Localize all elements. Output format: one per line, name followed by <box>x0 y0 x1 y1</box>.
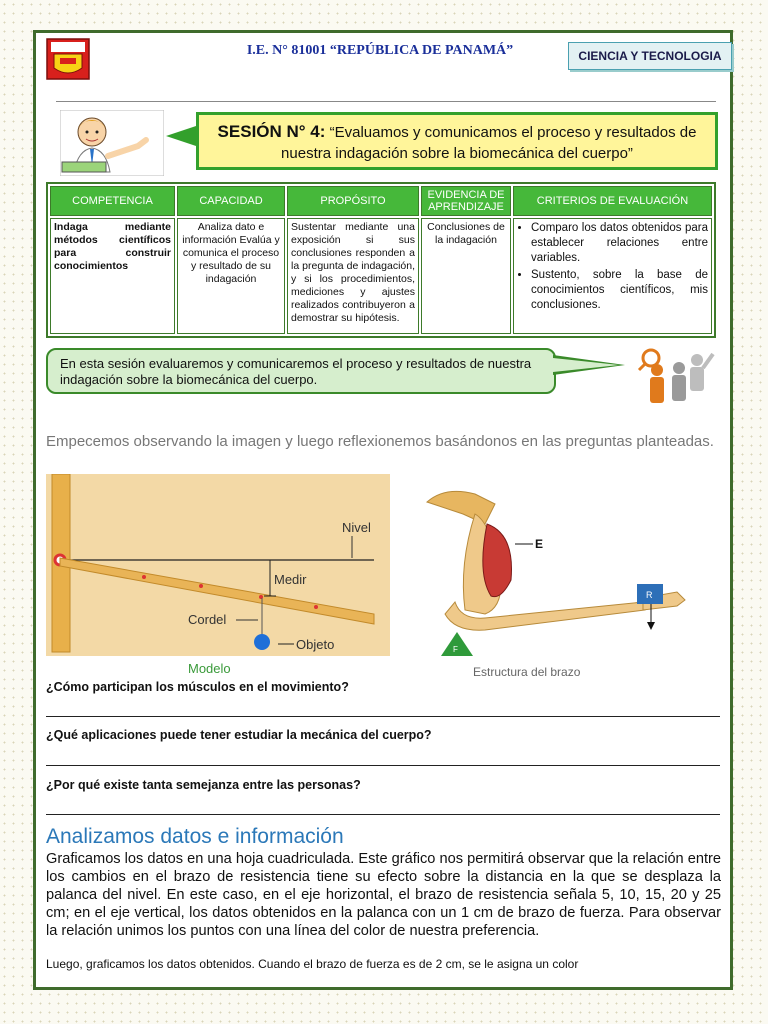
analysis-paragraph-2: Luego, graficamos los datos obtenidos. Cuando el brazo de fuerza es de 2 cm, se le asigna un color <box>46 957 579 971</box>
session-title-box <box>199 115 715 167</box>
arm-label-e: E <box>535 537 544 551</box>
header-criterios: CRITERIOS DE EVALUACIÓN <box>513 186 712 216</box>
analysis-paragraph: Graficamos los datos en una hoja cuadriculada. Este gráfico nos permitirá observar que la relación entre los cambios en el brazo de resistencia tiene su efecto sobre la distancia en la que se desplaza la palanca del nivel. En este caso, en el eje horizontal, el brazo de resistencia señala 5, 10, 15, 20 y 25 cm; en el eje vertical, los datos obtenidos en la palanca con un 1 cm de brazo de fuerza. Para observar la relación unimos los puntos con una línea del color de nuestra preferencia. <box>46 851 721 939</box>
arm-label-r: R <box>646 590 653 600</box>
question-3: ¿Por qué existe tanta semejanza entre las personas? <box>46 778 361 792</box>
table-row <box>50 218 712 334</box>
competency-table <box>46 182 716 338</box>
observe-instruction: Empecemos observando la imagen y luego reflexionemos basándonos en las preguntas planteadas. <box>46 433 714 450</box>
question-1: ¿Cómo participan los músculos en el movimiento? <box>46 680 349 694</box>
cell-criterios <box>513 218 712 334</box>
header-capacidad: CAPACIDAD <box>177 186 285 216</box>
modelo-caption: Modelo <box>188 661 231 676</box>
header-proposito: PROPÓSITO <box>287 186 419 216</box>
session-number: SESIÓN N° 4: <box>217 122 326 141</box>
arm-label-f: F <box>453 645 458 654</box>
session-title: “Evaluamos y comunicamos el proceso y resultados de nuestra indagación sobre la biomecánica del cuerpo” <box>281 124 697 162</box>
lever-model-image <box>46 474 390 680</box>
cell-capacidad: Analiza dato e información Evalúa y comunica el proceso y resultado de su indagación <box>177 218 285 334</box>
header-evidencia: EVIDENCIA DE APRENDIZAJE <box>421 186 511 216</box>
subject-badge: CIENCIA Y TECNOLOGIA <box>568 42 732 70</box>
teacher-illustration <box>60 110 164 176</box>
label-nivel: Nivel <box>342 520 371 535</box>
intro-bubble: En esta sesión evaluaremos y comunicaremos el proceso y resultados de nuestra indagación sobre la biomecánica del cuerpo. <box>46 348 556 394</box>
cell-evidencia: Conclusiones de la indagación <box>421 218 511 334</box>
school-logo <box>46 38 90 80</box>
cell-competencia: Indaga mediante métodos científicos para construir conocimientos <box>50 218 175 334</box>
criterio-item: • Comparo los datos obtenidos para establecer relaciones entre variables. <box>531 221 708 266</box>
header-divider <box>56 101 716 102</box>
analysis-heading: Analizamos datos e información <box>46 825 344 848</box>
session-callout-tail <box>166 126 196 146</box>
answer-line-1 <box>46 716 720 717</box>
label-objeto: Objeto <box>296 637 335 652</box>
table-header-row <box>50 186 712 216</box>
answer-line-2 <box>46 765 720 766</box>
question-2: ¿Qué aplicaciones puede tener estudiar la mecánica del cuerpo? <box>46 728 432 742</box>
criterio-item: • Sustento, sobre la base de conocimientos científicos, mis conclusiones. <box>531 268 708 313</box>
arm-structure-image <box>415 484 715 684</box>
school-name: I.E. N° 81001 “REPÚBLICA DE PANAMÁ” <box>246 43 514 58</box>
label-cordel: Cordel <box>188 612 227 627</box>
cell-proposito: Sustentar mediante una exposición si sus conclusiones responden a la pregunta de indagación, y si los procedimientos, mediciones y ajustes realizados contribuyeron a demostrar su hipótesis. <box>287 218 419 334</box>
session-banner <box>196 112 718 170</box>
header-competencia: COMPETENCIA <box>50 186 175 216</box>
people-search-icon <box>635 348 715 404</box>
brazo-caption: Estructura del brazo <box>473 665 581 679</box>
intro-bubble-tail-fill <box>553 358 619 372</box>
label-medir: Medir <box>274 572 307 587</box>
answer-line-3 <box>46 814 720 815</box>
